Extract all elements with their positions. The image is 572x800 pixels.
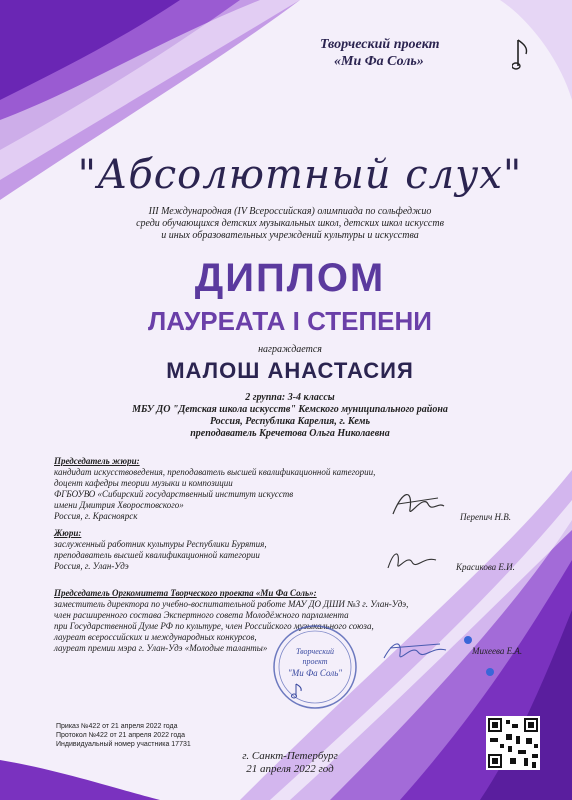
jury-line: Россия, г. Улан-Удэ — [54, 561, 129, 571]
chair-line: доцент кафедры теории музыки и композиции — [54, 478, 233, 488]
city-line: г. Санкт-Петербург — [242, 750, 338, 762]
chair-signer-name: Перепич Н.В. — [460, 512, 512, 522]
org-committee-heading: Председатель Оргкомитета Творческого проекта «Ми Фа Соль»: — [54, 588, 317, 598]
info-line: 2 группа: 3-4 классы — [245, 392, 335, 403]
stamp-line1: Творческий — [296, 647, 334, 656]
order-line: Приказ №422 от 21 апреля 2022 года — [56, 723, 178, 730]
recipient-name: МАЛОШ АНАСТАСИЯ — [166, 358, 414, 383]
degree-heading: ЛАУРЕАТА I СТЕПЕНИ — [148, 306, 432, 336]
project-title-line1: Творческий проект — [320, 37, 440, 52]
org-line: лауреат всероссийских и международных конкурсов, — [54, 632, 257, 642]
intro-line: и иных образовательных учреждений культуры и искусства — [161, 230, 419, 241]
chair-line: Россия, г. Красноярск — [54, 511, 138, 521]
awarded-label: награждается — [258, 344, 322, 355]
qr-code[interactable] — [486, 716, 540, 770]
intro-line: III Международная (IV Всероссийская) олимпиада по сольфеджио — [148, 206, 432, 217]
city-date — [200, 750, 380, 776]
olympiad-title: "Абсолютный слух" — [77, 152, 523, 198]
org-signature — [380, 634, 450, 668]
date-line: 21 апреля 2022 год — [246, 763, 334, 775]
intro-line: среди обучающихся детских музыкальных школ, детских школ искусств — [136, 218, 444, 229]
chair-line: имени Дмитрия Хворостовского» — [54, 500, 184, 510]
jury-chair-heading: Председатель жюри: — [54, 456, 140, 466]
diploma-heading: ДИПЛОМ — [194, 256, 386, 300]
olympiad-description — [90, 206, 490, 242]
jury-line: заслуженный работник культуры Республики Бурятия, — [54, 539, 267, 549]
org-line: член расширенного состава Экспертного совета Молодёжного парламента — [54, 610, 349, 620]
chair-line: кандидат искусствоведения, преподаватель высшей квалификационной категории, — [54, 467, 376, 477]
jury-signature — [384, 546, 440, 576]
org-line: при Государственной Думе РФ по культуре, член Российского музыкального союза, — [54, 621, 374, 631]
blue-dot-marker — [464, 636, 472, 644]
recipient-info — [80, 392, 500, 440]
org-signer-name: Михеева Е.А. — [472, 646, 523, 656]
project-title — [320, 36, 500, 70]
stamp-line3: "Ми Фа Соль" — [287, 668, 343, 678]
blue-dot-marker — [486, 668, 494, 676]
project-title-line2: «Ми Фа Соль» — [334, 54, 424, 69]
jury-heading: Жюри: — [54, 528, 82, 538]
chair-line: ФГБОУВО «Сибирский государственный институт искусств — [54, 489, 294, 499]
info-line: МБУ ДО "Детская школа искусств" Кемского муниципального района — [132, 404, 448, 415]
org-line: заместитель директора по учебно-воспитательной работе МАУ ДО ДШИ №3 г. Улан-Удэ, — [54, 599, 409, 609]
info-line: преподаватель Кречетова Ольга Николаевна — [190, 428, 390, 439]
order-details — [56, 722, 256, 749]
jury-line: преподаватель высшей квалификационной категории — [54, 550, 260, 560]
music-note-icon — [512, 38, 532, 72]
info-line: Россия, Республика Карелия, г. Кемь — [209, 416, 371, 427]
org-line: лауреат премии мэра г. Улан-Удэ «Молодые таланты» — [54, 643, 268, 653]
jury-signer-name: Красикова Е.И. — [456, 562, 515, 572]
organization-stamp — [272, 624, 358, 710]
stamp-line2: проект — [302, 657, 328, 666]
protocol-line: Протокол №422 от 21 апреля 2022 года — [56, 732, 186, 739]
member-number-line: Индивидуальный номер участника 17731 — [56, 741, 191, 748]
chair-signature — [388, 484, 448, 524]
